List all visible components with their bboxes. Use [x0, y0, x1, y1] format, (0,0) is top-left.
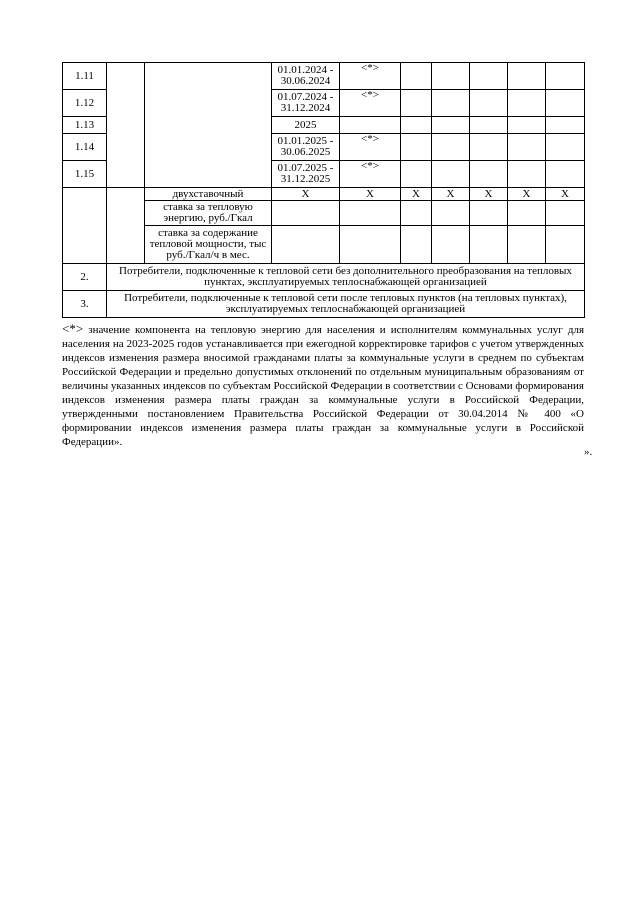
table-row	[63, 188, 585, 201]
note-marker: <*>	[340, 90, 401, 117]
row-number: 1.12	[63, 90, 107, 117]
footnote-marker: <*>	[62, 321, 84, 336]
period-cell: 01.07.2025 - 31.12.2025	[272, 161, 340, 188]
capacity-rate-label: ставка за содержание тепловой мощности, тыс руб./Гкал/ч в мес.	[145, 226, 272, 264]
closing-quote: ».	[584, 446, 593, 458]
note-marker: <*>	[340, 63, 401, 90]
period-cell: 01.01.2024 - 30.06.2024	[272, 63, 340, 90]
period-cell: 01.01.2025 - 30.06.2025	[272, 134, 340, 161]
empty-cell	[63, 188, 107, 264]
note-marker: <*>	[340, 161, 401, 188]
empty-cell	[145, 63, 272, 188]
table-row	[63, 63, 585, 90]
footnote-text: значение компонента на тепловую энергию для населения и исполнителям коммунальных услуг для населения на 2023-2025 годов устанавливается при ежегодной корректировке тарифов с учетом утвержденных индексов изменения размера вносимой гражданами платы за коммунальные услуги в среднем по субъектам Российской Федерации и предельно допустимых отклонений по отдельным муниципальным образованиям от величины указанных индексов по субъектам Российской Федерации в соответствии с Основами формирования индексов изменения размера платы граждан за коммунальные услуги в Российской Федерации, утвержденными постановлением Правительства Российской Федерации от 30.04.2014 № 400 «О формировании индексов изменения размера платы граждан за коммунальные услуги в Российской Федерации».	[62, 324, 584, 448]
x-mark: X	[340, 188, 401, 201]
section-text: Потребители, подключенные к тепловой сети без дополнительного преобразования на тепловых пунктах, эксплуатируемых теплоснабжающей организацией	[107, 264, 585, 291]
section-number: 2.	[63, 264, 107, 291]
x-mark: X	[272, 188, 340, 201]
row-number: 1.13	[63, 117, 107, 134]
footnote	[62, 322, 584, 449]
x-mark: X	[432, 188, 470, 201]
empty-cell	[107, 63, 145, 188]
x-mark: X	[470, 188, 508, 201]
empty-cell	[107, 188, 145, 264]
note-marker: <*>	[340, 134, 401, 161]
energy-rate-label: ставка за тепловую энергию, руб./Гкал	[145, 201, 272, 226]
section-row	[63, 291, 585, 318]
note-marker	[340, 117, 401, 134]
row-number: 1.14	[63, 134, 107, 161]
x-mark: X	[546, 188, 585, 201]
section-text: Потребители, подключенные к тепловой сети после тепловых пунктов (на тепловых пунктах), эксплуатируемых теплоснабжающей организацией	[107, 291, 585, 318]
period-cell: 01.07.2024 - 31.12.2024	[272, 90, 340, 117]
row-number: 1.11	[63, 63, 107, 90]
period-cell: 2025	[272, 117, 340, 134]
section-row	[63, 264, 585, 291]
section-number: 3.	[63, 291, 107, 318]
tariff-table	[62, 62, 585, 318]
x-mark: X	[508, 188, 546, 201]
row-number: 1.15	[63, 161, 107, 188]
two-part-label: двухставочный	[145, 188, 272, 201]
x-mark: X	[401, 188, 432, 201]
